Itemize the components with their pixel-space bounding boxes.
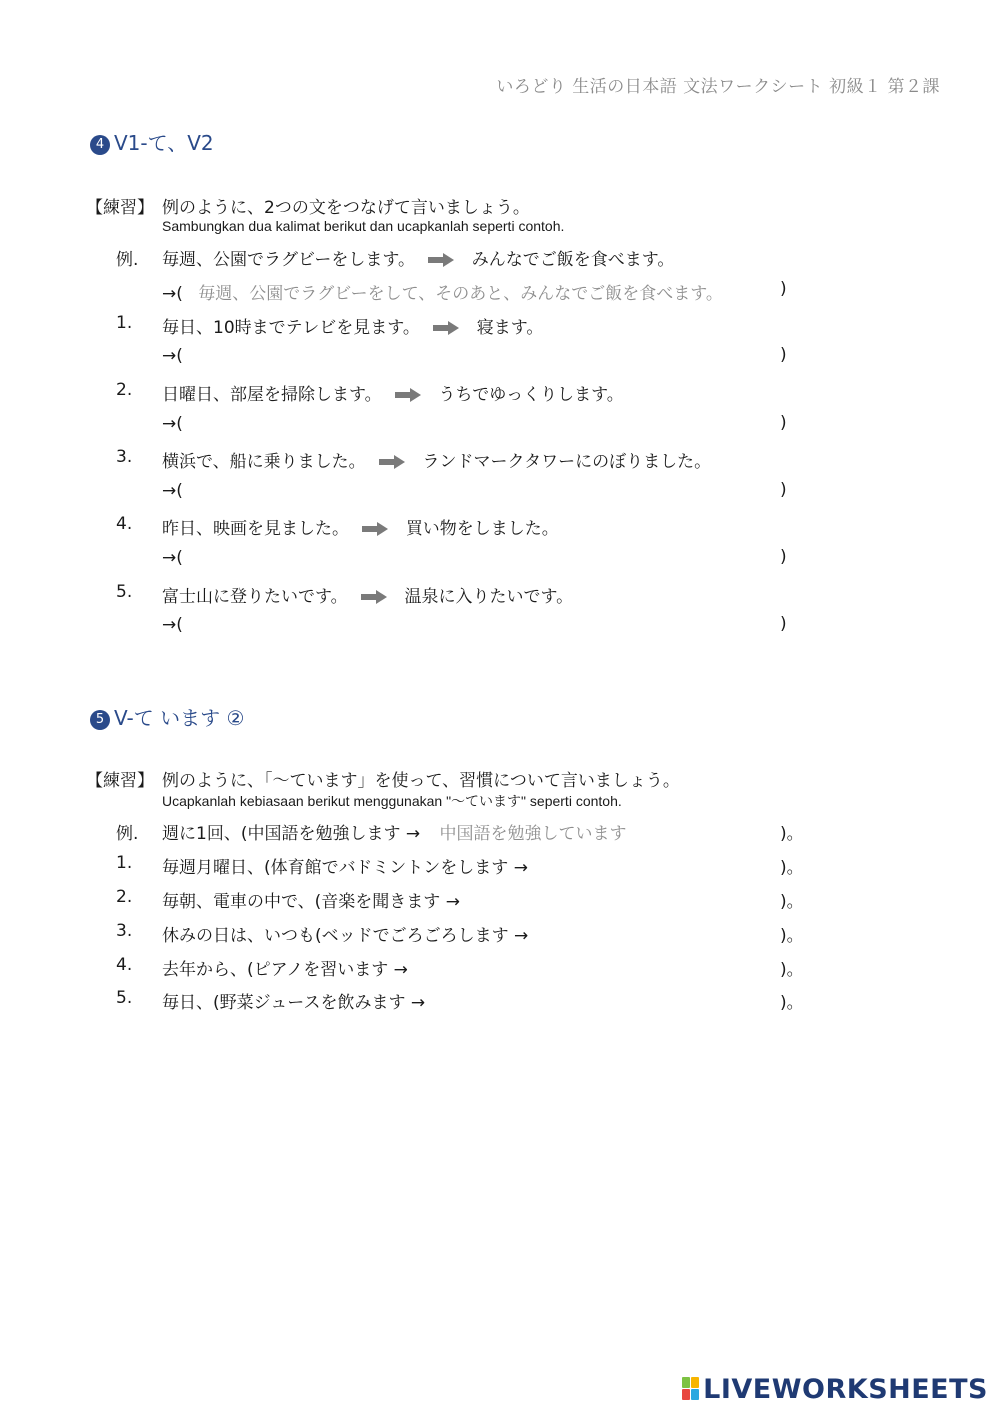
answer-close-paren: ) [780,279,787,299]
answer-close-paren: ) [780,547,787,567]
section-5-practice-label: 【練習】 [86,771,154,791]
section-4-example-answer [162,279,723,304]
right-arrow-icon [379,455,405,469]
logo-square-yellow [691,1377,699,1388]
answer-open-paren: →( [162,481,183,501]
right-arrow-icon [433,321,459,335]
answer-close-paren: ) [780,614,787,634]
prompt-text: 毎日、(野菜ジュースを飲みます → [162,993,426,1013]
liveworksheets-logo-text: LIVEWORKSHEETS [703,1374,988,1405]
sentence-left: 富士山に登りたいです。 [162,587,348,607]
logo-square-blue [691,1389,699,1400]
question-row [162,955,753,981]
section-4-subtitle: Sambungkan dua kalimat berikut dan ucapkanlah seperti contoh. [162,218,565,234]
question-number: 4. [116,514,133,534]
right-arrow-icon [395,388,421,402]
question-row [162,853,763,879]
answer-field[interactable] [465,891,765,913]
question-number: 2. [116,380,133,400]
section-4-example-number: 例. [116,250,139,270]
answer-close-paren: )。 [780,858,804,878]
sentence-left: 毎日、10時までテレビを見ます。 [162,318,420,338]
question-row [162,887,765,913]
question-number: 1. [116,853,133,873]
section-4-example-row [162,245,674,270]
section-4-heading: V1-て、V2 [114,131,214,155]
section-5-subtitle: Ucapkanlah kebiasaan berikut menggunakan "～ています" seperti contoh. [162,793,622,809]
sentence-right: ランドマークタワーにのぼりました。 [422,452,712,472]
answer-field[interactable] [188,345,748,367]
answer-close-paren: ) [780,480,787,500]
example-answer-text: 毎週、公園でラグビーをして、そのあと、みんなでご飯を食べます。 [198,284,723,304]
sentence-left: 毎週、公園でラグビーをします。 [162,250,415,270]
answer-open-paren: →( [162,615,183,635]
question-number: 3. [116,447,133,467]
answer-open-paren: →( [162,548,183,568]
answer-line [162,480,748,502]
answer-field[interactable] [533,857,763,879]
question-number: 5. [116,582,133,602]
sentence-right: 買い物をしました。 [405,519,559,539]
section-5-example-row [162,819,627,844]
question-number: 2. [116,887,133,907]
section-4-title [90,127,214,156]
sentence-left: 昨日、映画を見ました。 [162,519,349,539]
answer-field[interactable] [413,959,753,981]
question-row [162,921,774,947]
section-5-number-badge: 5 [90,710,110,730]
question-number: 1. [116,313,133,333]
liveworksheets-logo[interactable] [682,1374,988,1405]
logo-square-green [682,1377,690,1388]
prompt-text: 毎朝、電車の中で、(音楽を聞きます → [162,892,460,912]
question-number: 4. [116,955,133,975]
section-5-instruction: 例のように、「～ています」を使って、習慣について言いましょう。 [162,771,680,791]
sentence-right: 寝ます。 [476,318,544,338]
prompt-text: 週に1回、(中国語を勉強します → [162,824,421,844]
prompt-text: 毎週月曜日、(体育館でバドミントンをします → [162,858,528,878]
answer-close-paren: )。 [780,926,804,946]
answer-open-paren: →( [162,346,183,366]
answer-open-paren: →( [162,414,183,434]
question-number: 3. [116,921,133,941]
question-number: 5. [116,988,133,1008]
question-row [162,447,711,472]
example-answer-text: 中国語を勉強しています [439,824,627,844]
answer-field[interactable] [431,992,771,1014]
answer-line [162,413,748,435]
answer-close-paren: )。 [780,892,804,912]
question-row [162,988,771,1014]
sentence-right: 温泉に入りたいです。 [404,587,574,607]
sentence-left: 日曜日、部屋を掃除します。 [162,385,382,405]
sentence-right: うちでゆっくりします。 [438,385,624,405]
answer-field[interactable] [188,480,748,502]
answer-field[interactable] [188,547,748,569]
section-5-example-number: 例. [116,824,139,844]
right-arrow-icon [362,522,388,536]
section-5-title [90,702,244,731]
logo-square-red [682,1389,690,1400]
section-4-number-badge: 4 [90,135,110,155]
answer-field[interactable] [188,614,748,636]
answer-line [162,345,748,367]
answer-close-paren: )。 [780,960,804,980]
right-arrow-icon [361,590,387,604]
answer-close-paren: ) [780,413,787,433]
answer-open-paren: →( [162,284,183,304]
sentence-left: 横浜で、船に乗りました。 [162,452,366,472]
prompt-text: 休みの日は、いつも(ベッドでごろごろします → [162,926,529,946]
liveworksheets-logo-icon [682,1377,700,1401]
section-4-practice-label: 【練習】 [86,198,154,218]
answer-line [162,614,748,636]
question-row [162,380,624,405]
answer-close-paren: )。 [780,824,804,844]
sentence-right: みんなでご飯を食べます。 [471,250,675,270]
answer-close-paren: )。 [780,993,804,1013]
worksheet-header: いろどり 生活の日本語 文法ワークシート 初級１ 第２課 [496,77,940,97]
answer-line [162,547,748,569]
section-5-heading: V-て います ② [114,706,245,730]
question-row [162,313,543,338]
question-row [162,514,559,539]
answer-field[interactable] [188,413,748,435]
answer-close-paren: ) [780,345,787,365]
right-arrow-icon [428,253,454,267]
question-row [162,582,573,607]
prompt-text: 去年から、(ピアノを習います → [162,960,408,980]
answer-field[interactable] [534,925,774,947]
section-4-instruction: 例のように、2つの文をつなげて言いましょう。 [162,198,530,218]
